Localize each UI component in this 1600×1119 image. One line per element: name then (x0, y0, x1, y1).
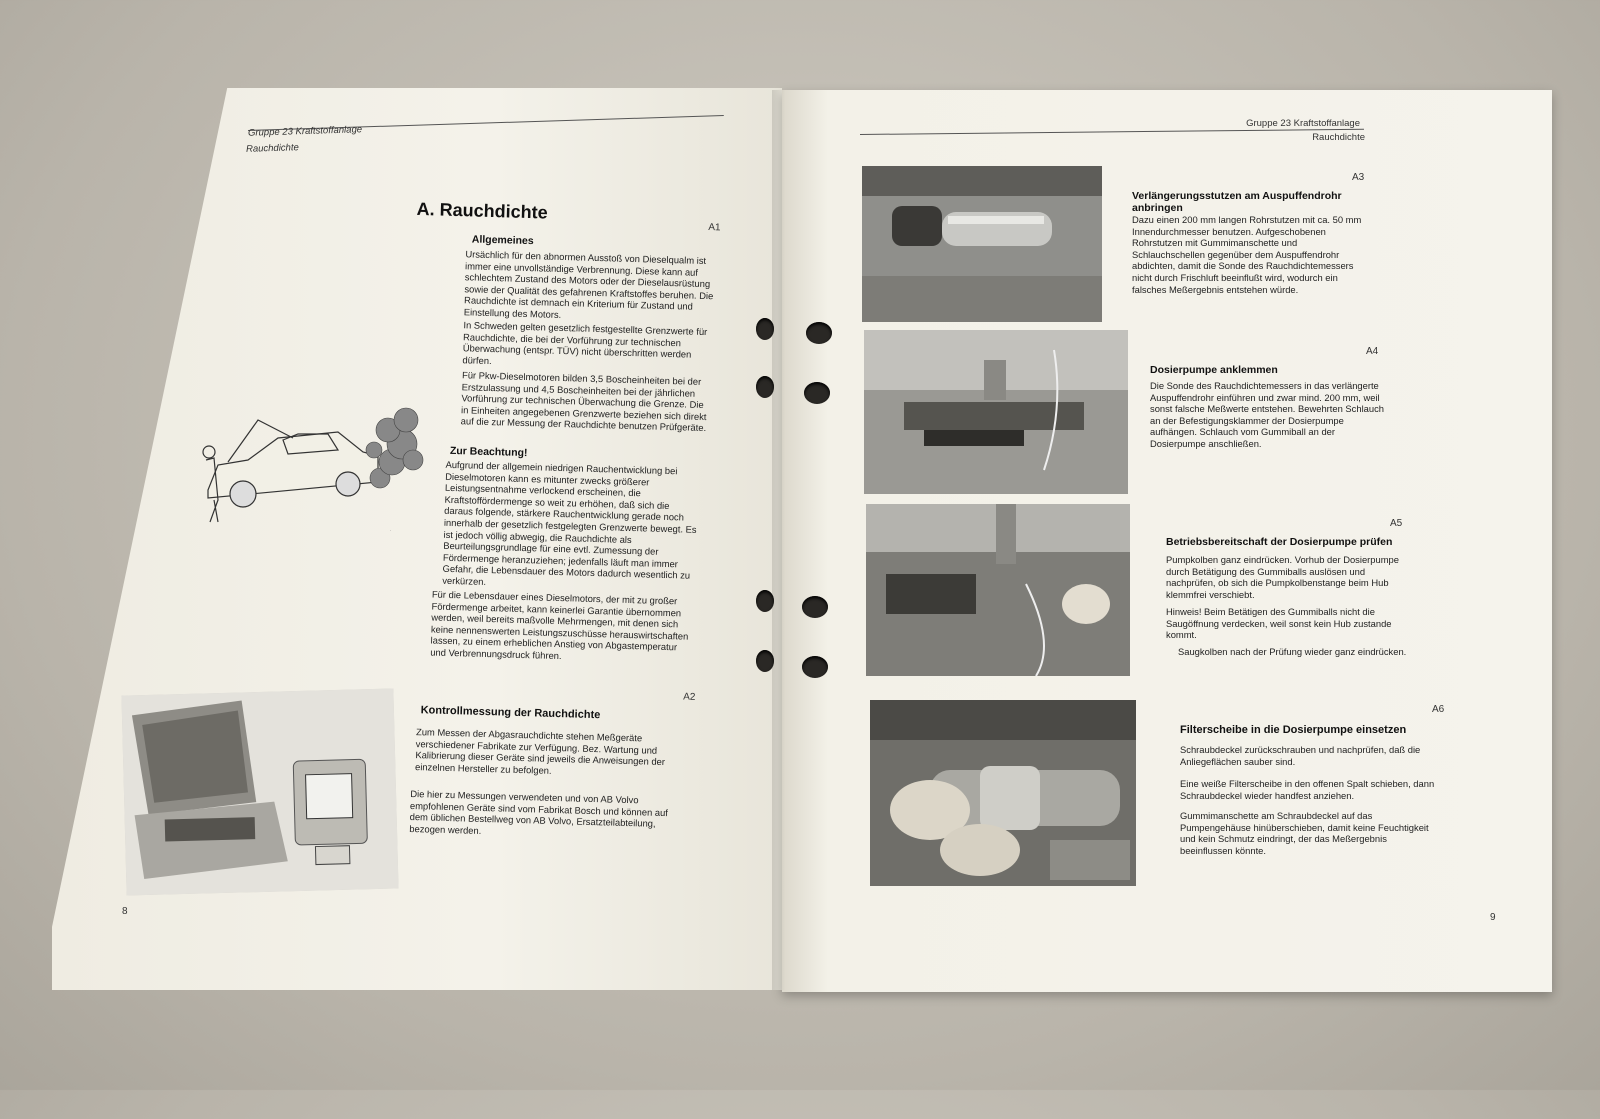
a6-paragraph-3: Gummimanschette am Schraubdeckel auf das Pumpengehäuse hinüberschieben, damit keine Feuchtigkeit und kein Schmutz eindringt, der das Meßergebnis beeinflussen könnte. (1180, 810, 1429, 856)
illustration-caption: · (390, 528, 392, 533)
header-topic: Rauchdichte (245, 142, 299, 155)
a5-heading: Betriebsbereitschaft der Dosierpumpe prüfen (1166, 536, 1393, 548)
a4-heading: Dosierpumpe anklemmen (1150, 364, 1278, 376)
header-group-right: Gruppe 23 Kraftstoffanlage (1246, 118, 1360, 129)
kontroll-paragraph-1: Zum Messen der Abgasrauchdichte stehen Meßgeräte verschiedener Fabrikate zur Verfügung. Bez. Wartung und Kalibrierung dieser Geräte sind jeweils die Anweisungen der einzelnen Hersteller zu befolgen. (414, 726, 666, 776)
photo-a5 (866, 504, 1130, 676)
tag-a6: A6 (1432, 704, 1445, 715)
kontroll-heading: Kontrollmessung der Rauchdichte (420, 704, 601, 722)
a4-paragraph: Die Sonde des Rauchdichtemessers in das verlängerte Auspuffendrohr einführen und zwar mind. 200 mm, weil sonst falsche Meßwerte entstehen. Bewehrten Schlauch an der Befestigungsklammer der Dosierpumpe aufhängen. Schlauch vom Gummiball an der Dosierpumpe anschließen. (1150, 380, 1384, 449)
a3-paragraph: Dazu einen 200 mm langen Rohrstutzen mit ca. 50 mm Innendurchmesser benutzen. Aufgeschobenen Rohrstutzen mit Gummimanschette und Schlauchschellen gegenüber dem Auspuffendrohr abdichten, damit die Sonde des Rauchdichtemessers nicht durch Frischluft beeinflußt wird, wodurch ein falsches Meßergebnis entstehen würde. (1132, 214, 1362, 295)
beachtung-heading: Zur Beachtung! (449, 444, 528, 460)
a6-paragraph-1: Schraubdeckel zurückschrauben und nachprüfen, daß die Anliegeflächen sauber sind. (1180, 744, 1421, 767)
equipment-photo (121, 688, 398, 895)
allgemeines-paragraph-2: In Schweden gelten gesetzlich festgestellte Grenzwerte für Rauchdichte, die bei der Vorführung zur technischen Überwachung (entspr. TÜV) nicht überschritten werden dürfen. (462, 319, 708, 366)
header-group: Gruppe 23 Kraftstoffanlage (247, 124, 363, 139)
a6-heading: Filterscheibe in die Dosierpumpe einsetzen (1180, 724, 1407, 736)
photo-a3 (862, 166, 1102, 322)
tag-a2: A2 (682, 691, 696, 703)
photo-a6 (870, 700, 1136, 886)
tag-a5: A5 (1390, 518, 1403, 529)
photo-a4 (864, 330, 1128, 494)
a6-paragraph-2: Eine weiße Filterscheibe in den offenen Spalt schieben, dann Schraubdeckel wieder handfest anziehen. (1180, 778, 1435, 801)
kontroll-paragraph-2: Die hier zu Messungen verwendeten und von AB Volvo empfohlenen Geräte sind vom Fabrikat Bosch und können auf dem üblichen Bestellweg von AB Volvo, Ersatzteilabteilung, bezogen werden. (409, 787, 669, 836)
a5-paragraph-3: Saugkolben nach der Prüfung wieder ganz eindrücken. (1178, 646, 1407, 657)
a3-heading: Verlängerungsstutzen am Auspuffendrohr anbringen (1132, 190, 1342, 214)
page-number-left: 8 (122, 906, 128, 917)
beachtung-paragraph-2: Für die Lebensdauer eines Dieselmotors, der mit zu großer Fördermenge arbeitet, kann keinerlei Garantie übernommen werden, weil bereits maßvolle Mehrmengen, mit denen sich keine nennenswerten Leistungszuschüsse herauswirtschaften lassen, zu einem erheblichen Anstieg von Abgastemperatur und Verbrennungsdruck führen. (430, 588, 689, 662)
a5-paragraph-2: Hinweis! Beim Betätigen des Gummiballs nicht die Saugöffnung verdecken, weil sonst kein Hub zustande kommt. (1166, 606, 1392, 641)
tag-a4: A4 (1366, 346, 1379, 357)
header-topic-right: Rauchdichte (1312, 132, 1365, 143)
a5-paragraph-1: Pumpkolben ganz eindrücken. Vorhub der Dosierpumpe durch Betätigung des Gummiballs auslösen und nachprüfen, ob sich die Pumpkolbenstange beim Hub klemmfrei verschiebt. (1166, 554, 1399, 600)
allgemeines-paragraph-1: Ursächlich für den abnormen Ausstoß von Dieselqualm ist immer eine unvollständige Verbrennung. Diese kann auf schlechtem Zustand des Motors oder der Dieselausrüstung sowie der Qualität des gefahrenen Kraftstoffes beruhen. Die Rauchdichte ist demnach ein Kriterium für Zustand und Einstellung des Motors. (463, 248, 714, 320)
page-number-right: 9 (1490, 912, 1496, 923)
car-illustration (188, 390, 438, 530)
tag-a1: A1 (708, 222, 721, 234)
allgemeines-heading: Allgemeines (471, 233, 534, 248)
page-title: A. Rauchdichte (416, 198, 548, 223)
beachtung-paragraph-1: Aufgrund der allgemein niedrigen Rauchentwicklung bei Dieselmotoren kann es mitunter zwecks größerer Leistungsentnahme verlockend erscheinen, die Kraftstoffördermenge so weit zu erhöhen, daß sich die daraus folgende, stärkere Rauchentwicklung gerade noch innerhalb der gesetzlich festgelegten Grenzwerte bewegt. Es ist jedoch völlig abwegig, die Rauchdichte als Beurteilungsgrundlage für eine evtl. Zumessung der Fördermenge heranzuziehen; jedenfalls läuft man immer Gefahr, die Lebensdauer des Motors dadurch wesentlich zu verkürzen. (442, 458, 697, 587)
allgemeines-paragraph-3: Für Pkw-Dieselmotoren bilden 3,5 Boscheinheiten bei der Erstzulassung und 4,5 Boscheinheiten bei der jährlichen Vorführung zur technischen Überwachung die Grenze. Die in Einheiten angegebenen Grenzwerte beziehen sich direkt auf die zur Messung der Rauchdichte benutzen Prüfgeräte. (460, 369, 707, 434)
tag-a3: A3 (1352, 172, 1365, 183)
